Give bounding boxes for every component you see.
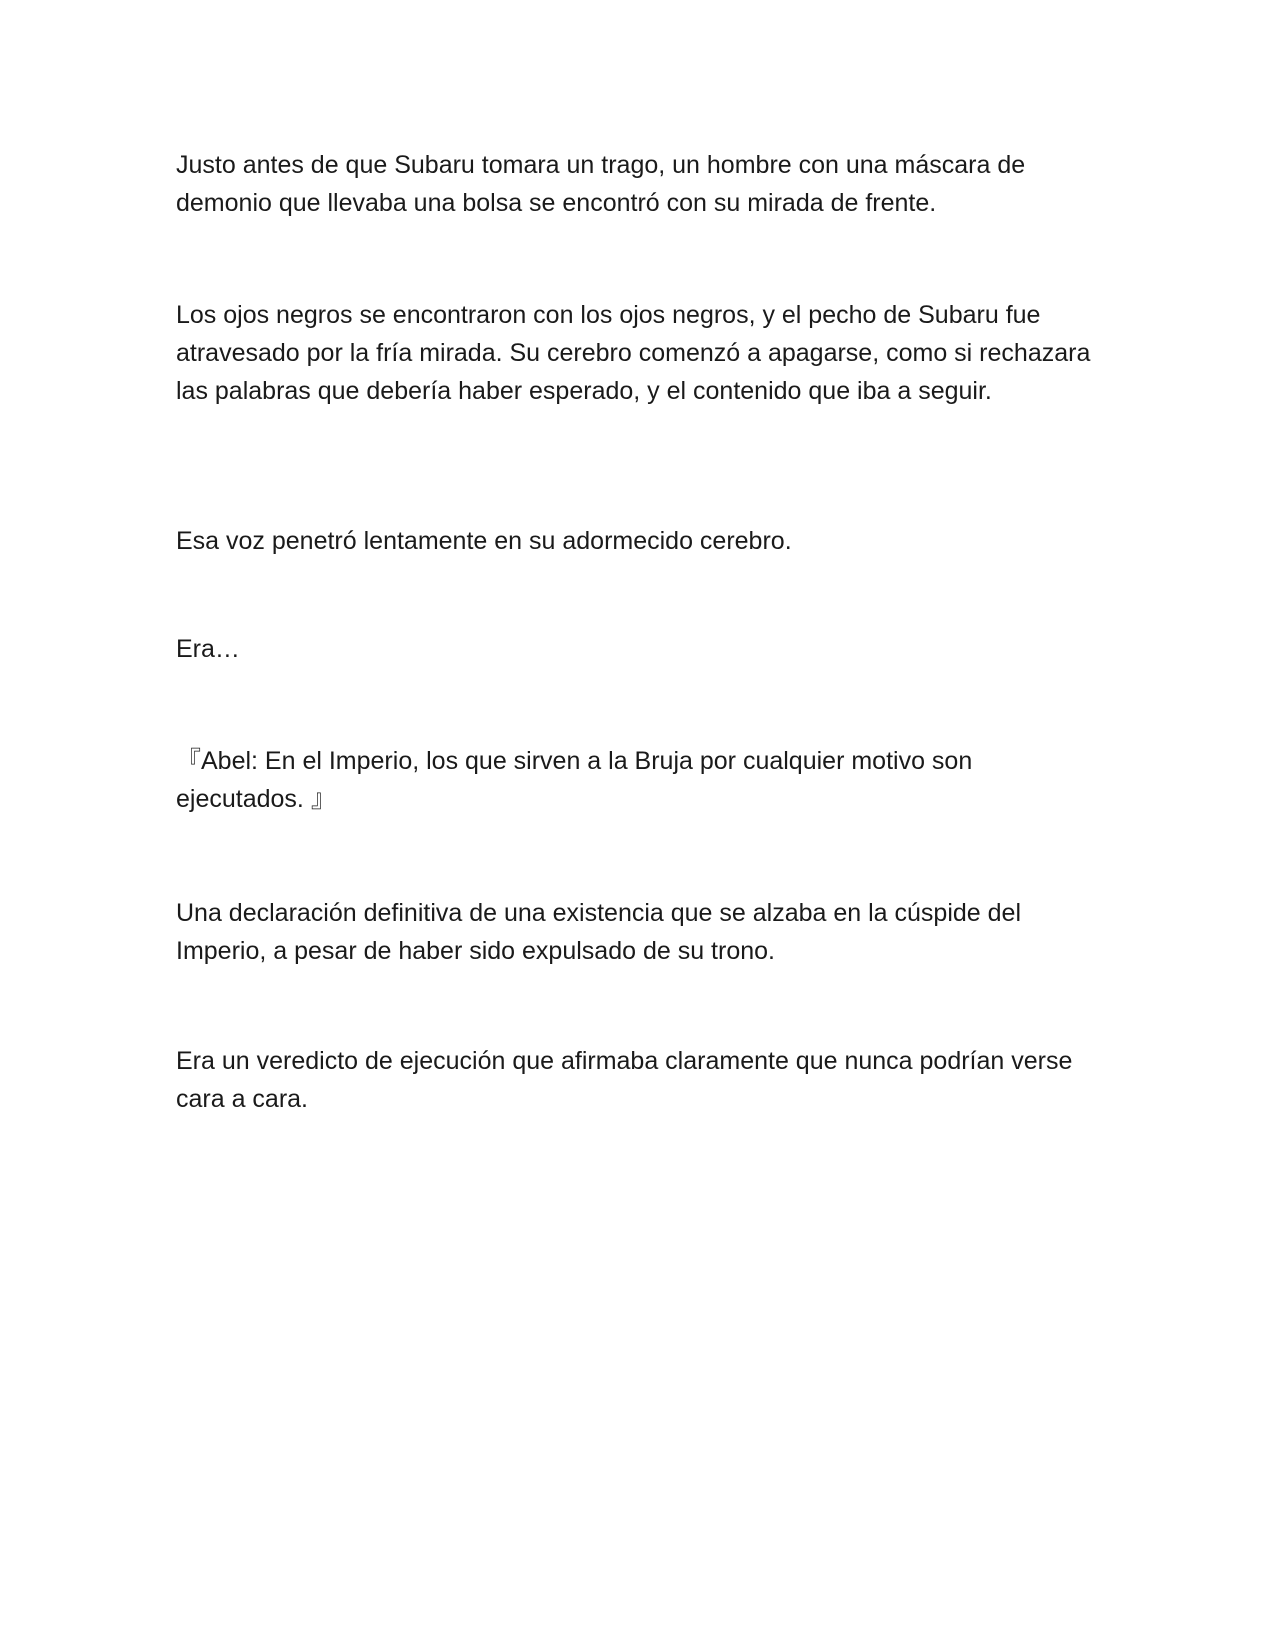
paragraph-4: Era…: [176, 635, 240, 663]
paragraph-7: Era un veredicto de ejecución que afirmaba claramente que nunca podrían verse cara a cara.: [176, 1047, 1080, 1113]
paragraph-2: Los ojos negros se encontraron con los ojos negros, y el pecho de Subaru fue atravesado por la fría mirada. Su cerebro comenzó a apagarse, como si rechazara las palabras que debería haber esperado, y el contenido que iba a seguir.: [176, 301, 1098, 405]
paragraph-3: Esa voz penetró lentamente en su adormecido cerebro.: [176, 527, 792, 555]
paragraph-6: Una declaración definitiva de una existencia que se alzaba en la cúspide del Imperio, a pesar de haber sido expulsado de su trono.: [176, 899, 1028, 965]
paragraph-1: Justo antes de que Subaru tomara un trago, un hombre con una máscara de demonio que llevaba una bolsa se encontró con su mirada de frente.: [176, 151, 1033, 217]
paragraph-5-dialogue: 『Abel: En el Imperio, los que sirven a la Bruja por cualquier motivo son ejecutados. 』: [176, 747, 980, 813]
